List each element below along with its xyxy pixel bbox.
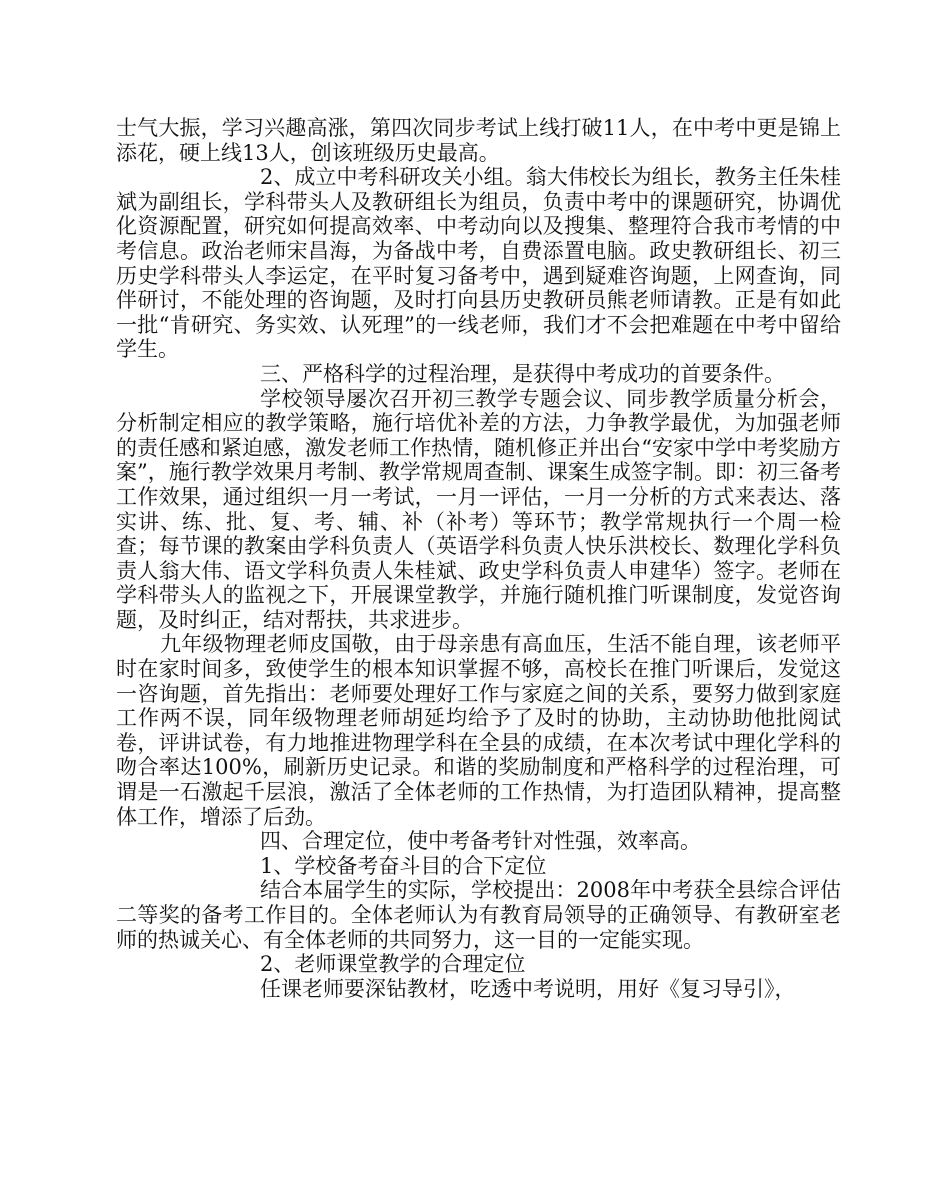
document-body bbox=[116, 116, 841, 1001]
paragraph-classroom-teaching: 任课老师要深钻教材，吃透中考说明，用好《复习导引》， bbox=[260, 976, 796, 1001]
paragraph-research-group: 2、成立中考科研攻关小组。翁大伟校长为组长，教务主任朱桂斌为副组长，学科带头人及教研组长为组员，负责中考中的课题研究，协调优化资源配置，研究如何提高效率、中考动向以及搜集、整理符合我市考情的中考信息。政治老师宋昌海，为备战中考，自费添置电脑。政史教研组长、初三历史学科带头人李运定，在平时复习备考中，遇到疑难咨询题，上网查询，同伴研讨，不能处理的咨询题，及时打向县历史教研员熊老师请教。正是有如此一批“肯研究、务实效、认死理”的一线老师，我们才不会把难题在中考中留给学生。 bbox=[116, 165, 841, 362]
paragraph-school-goal: 结合本届学生的实际，学校提出：2008年中考获全县综合评估二等奖的备考工作目的。全体老师认为有教育局领导的正确领导、有教研室老师的热诚关心、有全体老师的共同努力，这一目的一定能实现。 bbox=[116, 878, 841, 952]
paragraph-continuation: 士气大振，学习兴趣高涨，第四次同步考试上线打破11人，在中考中更是锦上添花，硬上线13人，创该班级历史最高。 bbox=[116, 116, 841, 165]
section-heading-process-management: 三、严格科学的过程治理，是获得中考成功的首要条件。 bbox=[260, 361, 785, 386]
section-heading-positioning: 四、合理定位，使中考备考针对性强，效率高。 bbox=[260, 829, 701, 854]
subheading-classroom-teaching: 2、老师课堂教学的合理定位 bbox=[260, 952, 526, 977]
subheading-school-goal: 1、学校备考奋斗目的合下定位 bbox=[260, 853, 547, 878]
paragraph-physics-teacher: 九年级物理老师皮国敬，由于母亲患有高血压，生活不能自理，该老师平时在家时间多，致使学生的根本知识掌握不够，高校长在推门听课后，发觉这一咨询题，首先指出：老师要处理好工作与家庭之间的关系，要努力做到家庭工作两不误，同年级物理老师胡延均给予了及时的协助，主动协助他批阅试卷，评讲试卷，有力地推进物理学科在全县的成绩，在本次考试中理化学科的吻合率达100%，刷新历史记录。和谐的奖励制度和严格科学的过程治理，可谓是一石激起千层浪，激活了全体老师的工作热情，为打造团队精神，提高整体工作，增添了后劲。 bbox=[116, 632, 841, 829]
paragraph-school-leadership: 学校领导屡次召开初三教学专题会议、同步教学质量分析会，分析制定相应的教学策略，施行培优补差的方法，力争教学最优，为加强老师的责任感和紧迫感，激发老师工作热情，随机修正并出台“安家中学中考奖励方案”，施行教学效果月考制、教学常规周查制、课案生成签字制。即：初三备考工作效果，通过组织一月一考试，一月一评估，一月一分析的方式来表达、落实讲、练、批、复、考、辅、补（补考）等环节；教学常规执行一个周一检查；每节课的教案由学科负责人（英语学科负责人快乐洪校长、数理化学科负责人翁大伟、语文学科负责人朱桂斌、政史学科负责人申建华）签字。老师在学科带头人的监视之下，开展课堂教学，并施行随机推门听课制度，发觉咨询题，及时纠正，结对帮扶，共求进步。 bbox=[116, 386, 841, 632]
